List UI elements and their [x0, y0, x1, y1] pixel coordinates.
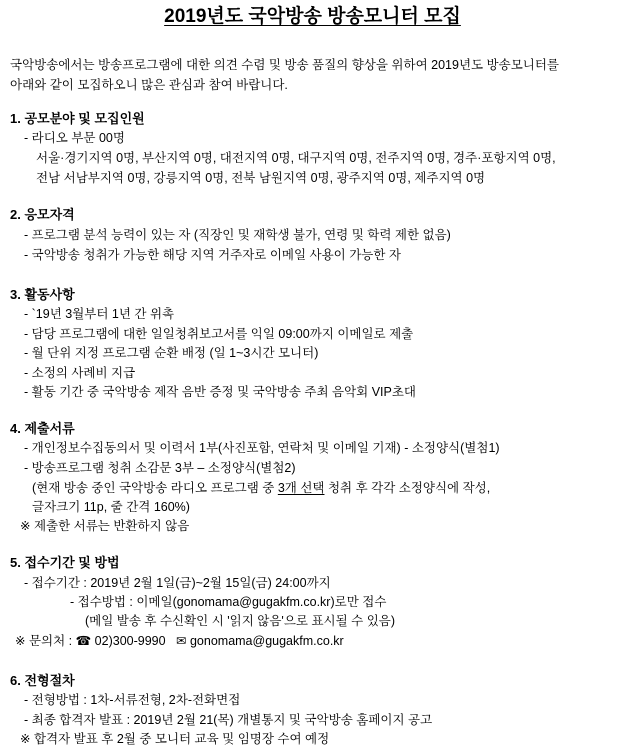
region-line: 서울·경기지역 0명, 부산지역 0명, 대전지역 0명, 대구지역 0명, 전주지역 0명, 경주·포항지역 0명,	[36, 151, 556, 165]
section-heading: 4. 제출서류	[10, 421, 75, 436]
section-heading: 3. 활동사항	[10, 287, 75, 302]
section-heading: 5. 접수기간 및 방법	[10, 555, 120, 570]
list-item: - 전형방법 : 1차-서류전형, 2차-전화면접	[24, 693, 241, 707]
list-item: - 프로그램 분석 능력이 있는 자 (직장인 및 재학생 불가, 연령 및 학력 제한 없음)	[24, 228, 451, 242]
list-item: - 방송프로그램 청취 소감문 3부 – 소정양식(별첨2)	[24, 461, 296, 475]
intro-line: 국악방송에서는 방송프로그램에 대한 의견 수렴 및 방송 품질의 향상을 위하여 2019년도 방송모니터를	[10, 58, 560, 72]
section-heading: 6. 전형절차	[10, 673, 75, 688]
list-item: - 소정의 사례비 지급	[24, 366, 136, 380]
list-item: - 담당 프로그램에 대한 일일청취보고서를 익일 09:00까지 이메일로 제출	[24, 327, 414, 341]
section-heading: 2. 응모자격	[10, 207, 75, 222]
list-item: - 라디오 부문 00명	[24, 131, 125, 145]
contact-line: ※ 문의처 : ☎ 02)300-9990 ✉ gonomama@gugakfm.co.kr	[15, 634, 344, 648]
intro-line: 아래와 같이 모집하오니 많은 관심과 참여 바랍니다.	[10, 78, 288, 92]
method-note: (메일 발송 후 수신확인 시 '읽지 않음'으로 표시될 수 있음)	[85, 614, 396, 628]
method-line: - 접수방법 : 이메일(gonomama@gugakfm.co.kr)로만 접수	[70, 595, 387, 609]
page-title: 2019년도 국악방송 방송모니터 모집	[164, 6, 461, 27]
underlined-text: 3개 선택	[277, 481, 325, 495]
list-item: - 최종 합격자 발표 : 2019년 2월 21(목) 개별통지 및 국악방송 홈페이지 공고	[24, 713, 433, 727]
period-line: - 접수기간 : 2019년 2월 1일(금)~2월 15일(금) 24:00까지	[24, 576, 331, 590]
email-link[interactable]: gonomama@gugakfm.co.kr	[189, 634, 344, 648]
list-item: - 개인정보수집동의서 및 이력서 1부(사진포함, 연락처 및 이메일 기재) - 소정양식(별첨1)	[24, 441, 500, 455]
list-item: - `19년 3월부터 1년 간 위촉	[24, 307, 175, 321]
remark: ※ 합격자 발표 후 2월 중 모니터 교육 및 임명장 수여 예정	[20, 732, 330, 746]
list-item: - 월 단위 지정 프로그램 순환 배정 (일 1~3시간 모니터)	[24, 346, 319, 360]
mail-icon: ✉	[176, 634, 187, 648]
region-line: 전남 서남부지역 0명, 강릉지역 0명, 전북 남원지역 0명, 광주지역 0명, 제주지역 0명	[36, 171, 486, 185]
phone-icon: ☎	[75, 634, 92, 648]
list-item: - 활동 기간 중 국악방송 제작 음반 증정 및 국악방송 주최 음악회 VIP초대	[24, 385, 417, 399]
section-heading: 1. 공모분야 및 모집인원	[10, 111, 145, 126]
note-line: (현재 방송 중인 국악방송 라디오 프로그램 중 3개 선택 청취 후 각각 소정양식에 작성,	[32, 481, 491, 495]
note-line: 글자크기 11p, 줄 간격 160%)	[32, 500, 190, 514]
phone-number: 02)300-9990	[94, 634, 166, 648]
list-item: - 국악방송 청취가 가능한 해당 지역 거주자로 이메일 사용이 가능한 자	[24, 248, 401, 262]
remark: ※ 제출한 서류는 반환하지 않음	[20, 519, 190, 533]
